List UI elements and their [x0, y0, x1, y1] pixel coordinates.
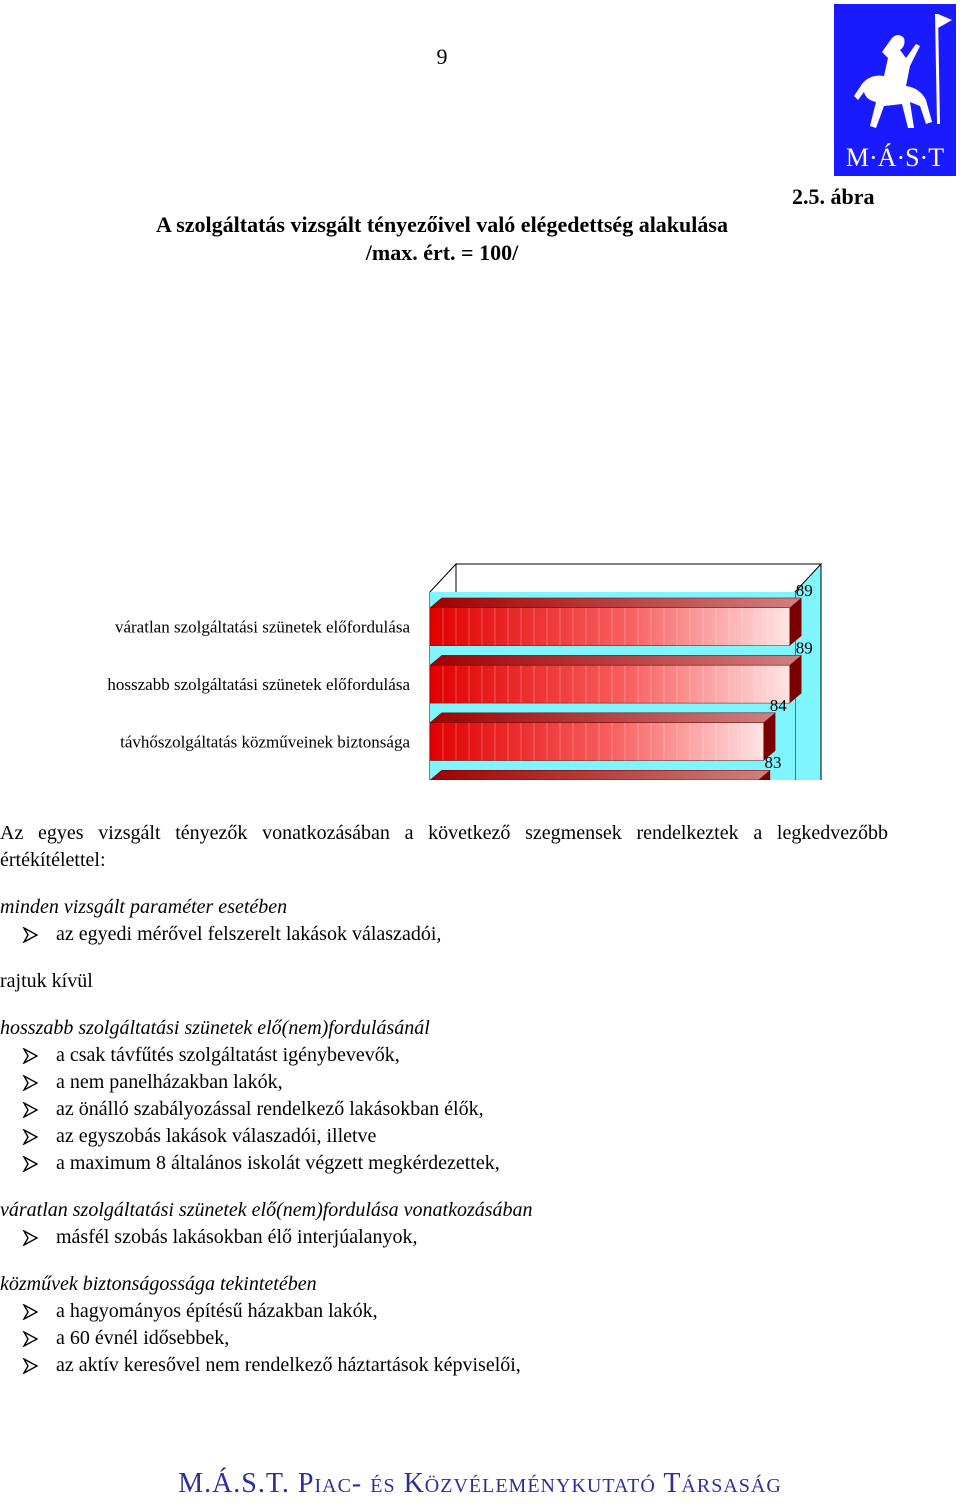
segment-heading: hosszabb szolgáltatási szünetek elő(nem)fordulásánál — [0, 1017, 430, 1039]
body-text — [0, 820, 888, 1379]
footer: M.Á.S.T. Piac- és Közvéleménykutató Társaság — [178, 1468, 782, 1499]
bullet-text: a maximum 8 általános iskolát végzett megkérdezettek, — [56, 1152, 500, 1174]
bullet-text: a 60 évnél idősebbek, — [56, 1327, 230, 1349]
bar-top — [430, 655, 801, 665]
bar-top — [430, 713, 775, 723]
arrow-bullet-icon — [22, 1075, 38, 1091]
arrow-bullet-icon — [22, 1156, 38, 1172]
bullet-item — [0, 1069, 888, 1096]
bullet-item — [0, 1042, 888, 1069]
chart-title-line-1: A szolgáltatás vizsgált tényezőivel való elégedettség alakulása — [156, 212, 728, 237]
segments-list — [0, 894, 888, 1379]
arrow-bullet-icon — [22, 1102, 38, 1118]
segment-heading: rajtuk kívül — [0, 970, 93, 992]
arrow-bullet-icon — [22, 1304, 38, 1320]
bullet-text: a csak távfűtés szolgáltatást igénybevevők, — [56, 1044, 400, 1066]
bullet-text: másfél szobás lakásokban élő interjúalanyok, — [56, 1226, 418, 1248]
bullet-item — [0, 921, 888, 948]
bullet-item — [0, 1150, 888, 1177]
arrow-bullet-icon — [22, 1358, 38, 1374]
category-labels — [107, 618, 410, 780]
page-number: 9 — [436, 44, 448, 69]
bar-top — [430, 770, 770, 780]
segment-5 — [0, 1271, 888, 1379]
arrow-bullet-icon — [22, 1331, 38, 1347]
bullet-text: a nem panelházakban lakók, — [56, 1071, 283, 1093]
intro-paragraph: Az egyes vizsgált tényezők vonatkozásában a következő szegmensek rendelkeztek a legkedvezőbb értékítélettel: — [0, 822, 888, 871]
segment-1 — [0, 894, 888, 948]
logo-text: M·Á·S·T — [845, 143, 945, 172]
bars-group — [430, 581, 813, 780]
arrow-bullet-icon — [22, 1230, 38, 1246]
data-label: 83 — [764, 753, 782, 773]
bullet-text: az egyszobás lakások válaszadói, illetve — [56, 1125, 377, 1147]
bullet-item — [0, 1298, 888, 1325]
bar-top — [430, 598, 801, 608]
category-label: hosszabb szolgáltatási szünetek előfordulása — [107, 675, 410, 695]
category-label: váratlan szolgáltatási szünetek előfordulása — [114, 617, 410, 637]
bar-chart — [0, 280, 960, 780]
bullet-item — [0, 1352, 888, 1379]
bar-front — [430, 665, 790, 703]
segment-heading: váratlan szolgáltatási szünetek elő(nem)fordulása vonatkozásában — [0, 1199, 533, 1221]
arrow-bullet-icon — [22, 1048, 38, 1064]
segment-heading: minden vizsgált paraméter esetében — [0, 896, 288, 918]
segment-2 — [0, 968, 888, 995]
category-label: távhőszolgáltatás közműveinek biztonsága — [120, 732, 410, 752]
segment-3 — [0, 1015, 888, 1177]
bullet-list — [0, 1224, 888, 1251]
data-label: 89 — [795, 580, 813, 600]
arrow-bullet-icon — [22, 927, 38, 943]
bullet-item — [0, 1123, 888, 1150]
segment-heading: közművek biztonságossága tekintetében — [0, 1273, 317, 1295]
bullet-list — [0, 1298, 888, 1379]
bullet-text: az aktív keresővel nem rendelkező háztartások képviselői, — [56, 1354, 521, 1376]
bullet-item — [0, 1224, 888, 1251]
mast-logo — [834, 4, 956, 176]
data-label: 84 — [769, 695, 787, 715]
arrow-bullet-icon — [22, 1129, 38, 1145]
figure-label: 2.5. ábra — [792, 184, 875, 209]
bar-front — [430, 608, 790, 646]
bullet-item — [0, 1096, 888, 1123]
bullet-text: az egyedi mérővel felszerelt lakások válaszadói, — [56, 923, 442, 945]
chart-title — [0, 211, 884, 267]
segment-4 — [0, 1197, 888, 1251]
bullet-item — [0, 1325, 888, 1352]
bullet-text: az önálló szabályozással rendelkező lakásokban élők, — [56, 1098, 484, 1120]
bullet-text: a hagyományos építésű házakban lakók, — [56, 1300, 378, 1322]
chart-title-line-2: /max. ért. = 100/ — [365, 240, 519, 265]
bullet-list — [0, 921, 888, 948]
data-label: 89 — [795, 638, 813, 658]
bullet-list — [0, 1042, 888, 1177]
bar-front — [430, 723, 764, 761]
